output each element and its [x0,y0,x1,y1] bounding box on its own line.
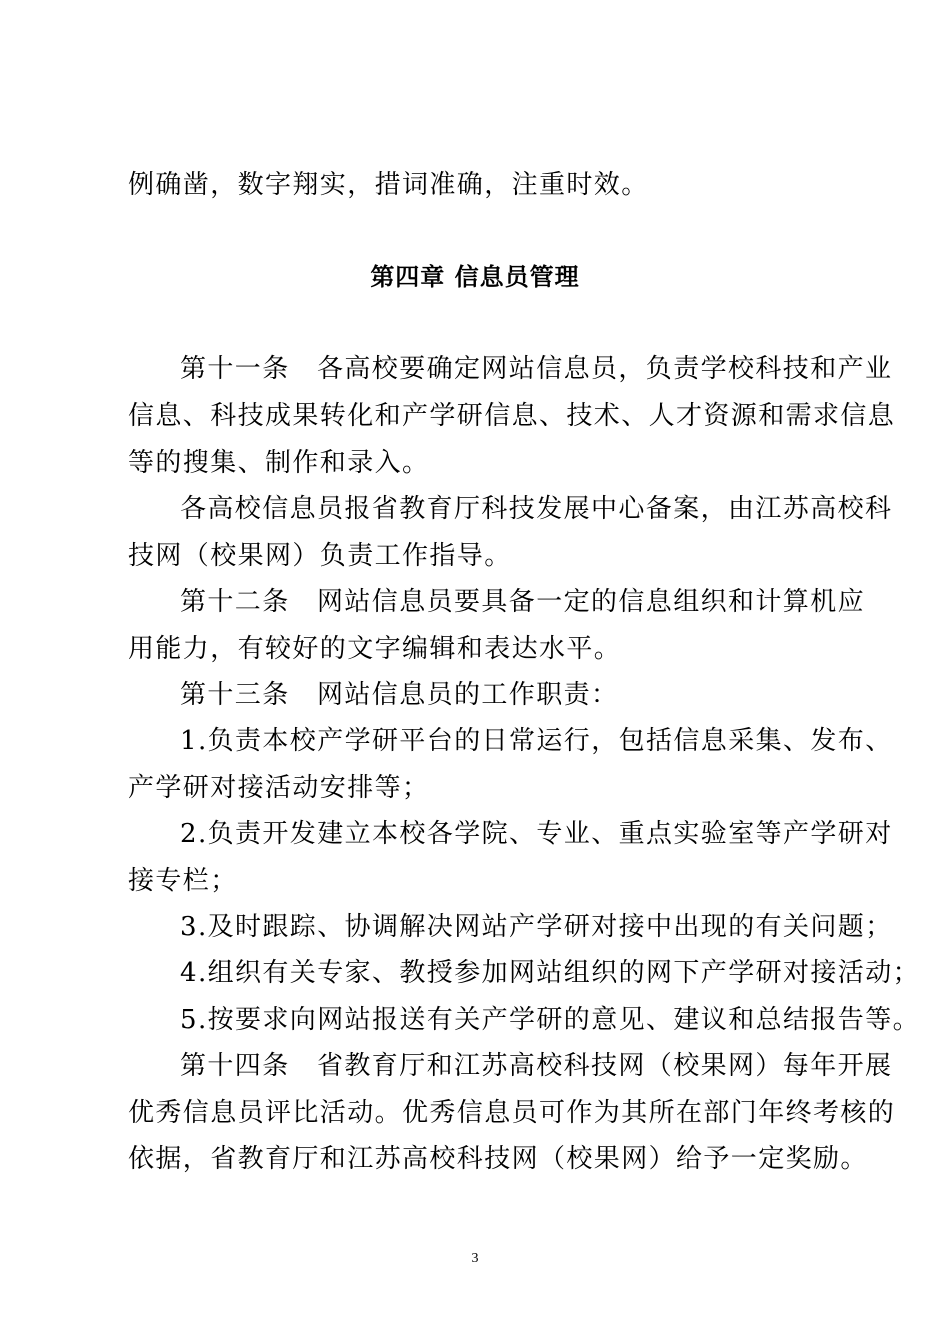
filing-paragraph-line-2: 技网（校果网）负责工作指导。 [128,541,512,571]
article-14-line-2: 优秀信息员评比活动。优秀信息员可作为其所在部门年终考核的 [128,1098,896,1128]
article-12-line-2: 用能力，有较好的文字编辑和表达水平。 [128,634,622,664]
article-11-line-2: 信息、科技成果转化和产学研信息、技术、人才资源和需求信息 [128,401,896,431]
duty-3: 3.及时跟踪、协调解决网站产学研对接中出现的有关问题； [180,912,893,942]
chapter-title: 第四章 信息员管理 [370,263,580,291]
duty-2-line-2: 接专栏； [128,866,238,896]
paragraph-continuation: 例确凿，数字翔实，措词准确，注重时效。 [128,170,649,200]
filing-paragraph-line-1: 各高校信息员报省教育厅科技发展中心备案，由江苏高校科 [180,494,893,524]
article-14-line-1: 第十四条 省教育厅和江苏高校科技网（校果网）每年开展 [180,1051,893,1081]
duty-5: 5.按要求向网站报送有关产学研的意见、建议和总结报告等。 [180,1005,921,1035]
duty-1-line-1: 1.负责本校产学研平台的日常运行，包括信息采集、发布、 [180,726,893,756]
article-11-line-1: 第十一条 各高校要确定网站信息员，负责学校科技和产业 [180,354,893,384]
duty-4: 4.组织有关专家、教授参加网站组织的网下产学研对接活动； [180,958,921,988]
duty-1-line-2: 产学研对接活动安排等； [128,773,430,803]
article-14-line-3: 依据，省教育厅和江苏高校科技网（校果网）给予一定奖励。 [128,1144,868,1174]
article-11-line-3: 等的搜集、制作和录入。 [128,448,430,478]
page-number: 3 [471,1251,479,1266]
article-12-line-1: 第十二条 网站信息员要具备一定的信息组织和计算机应 [180,587,866,617]
duty-2-line-1: 2.负责开发建立本校各学院、专业、重点实验室等产学研对 [180,819,893,849]
article-13-heading: 第十三条 网站信息员的工作职责： [180,680,619,710]
